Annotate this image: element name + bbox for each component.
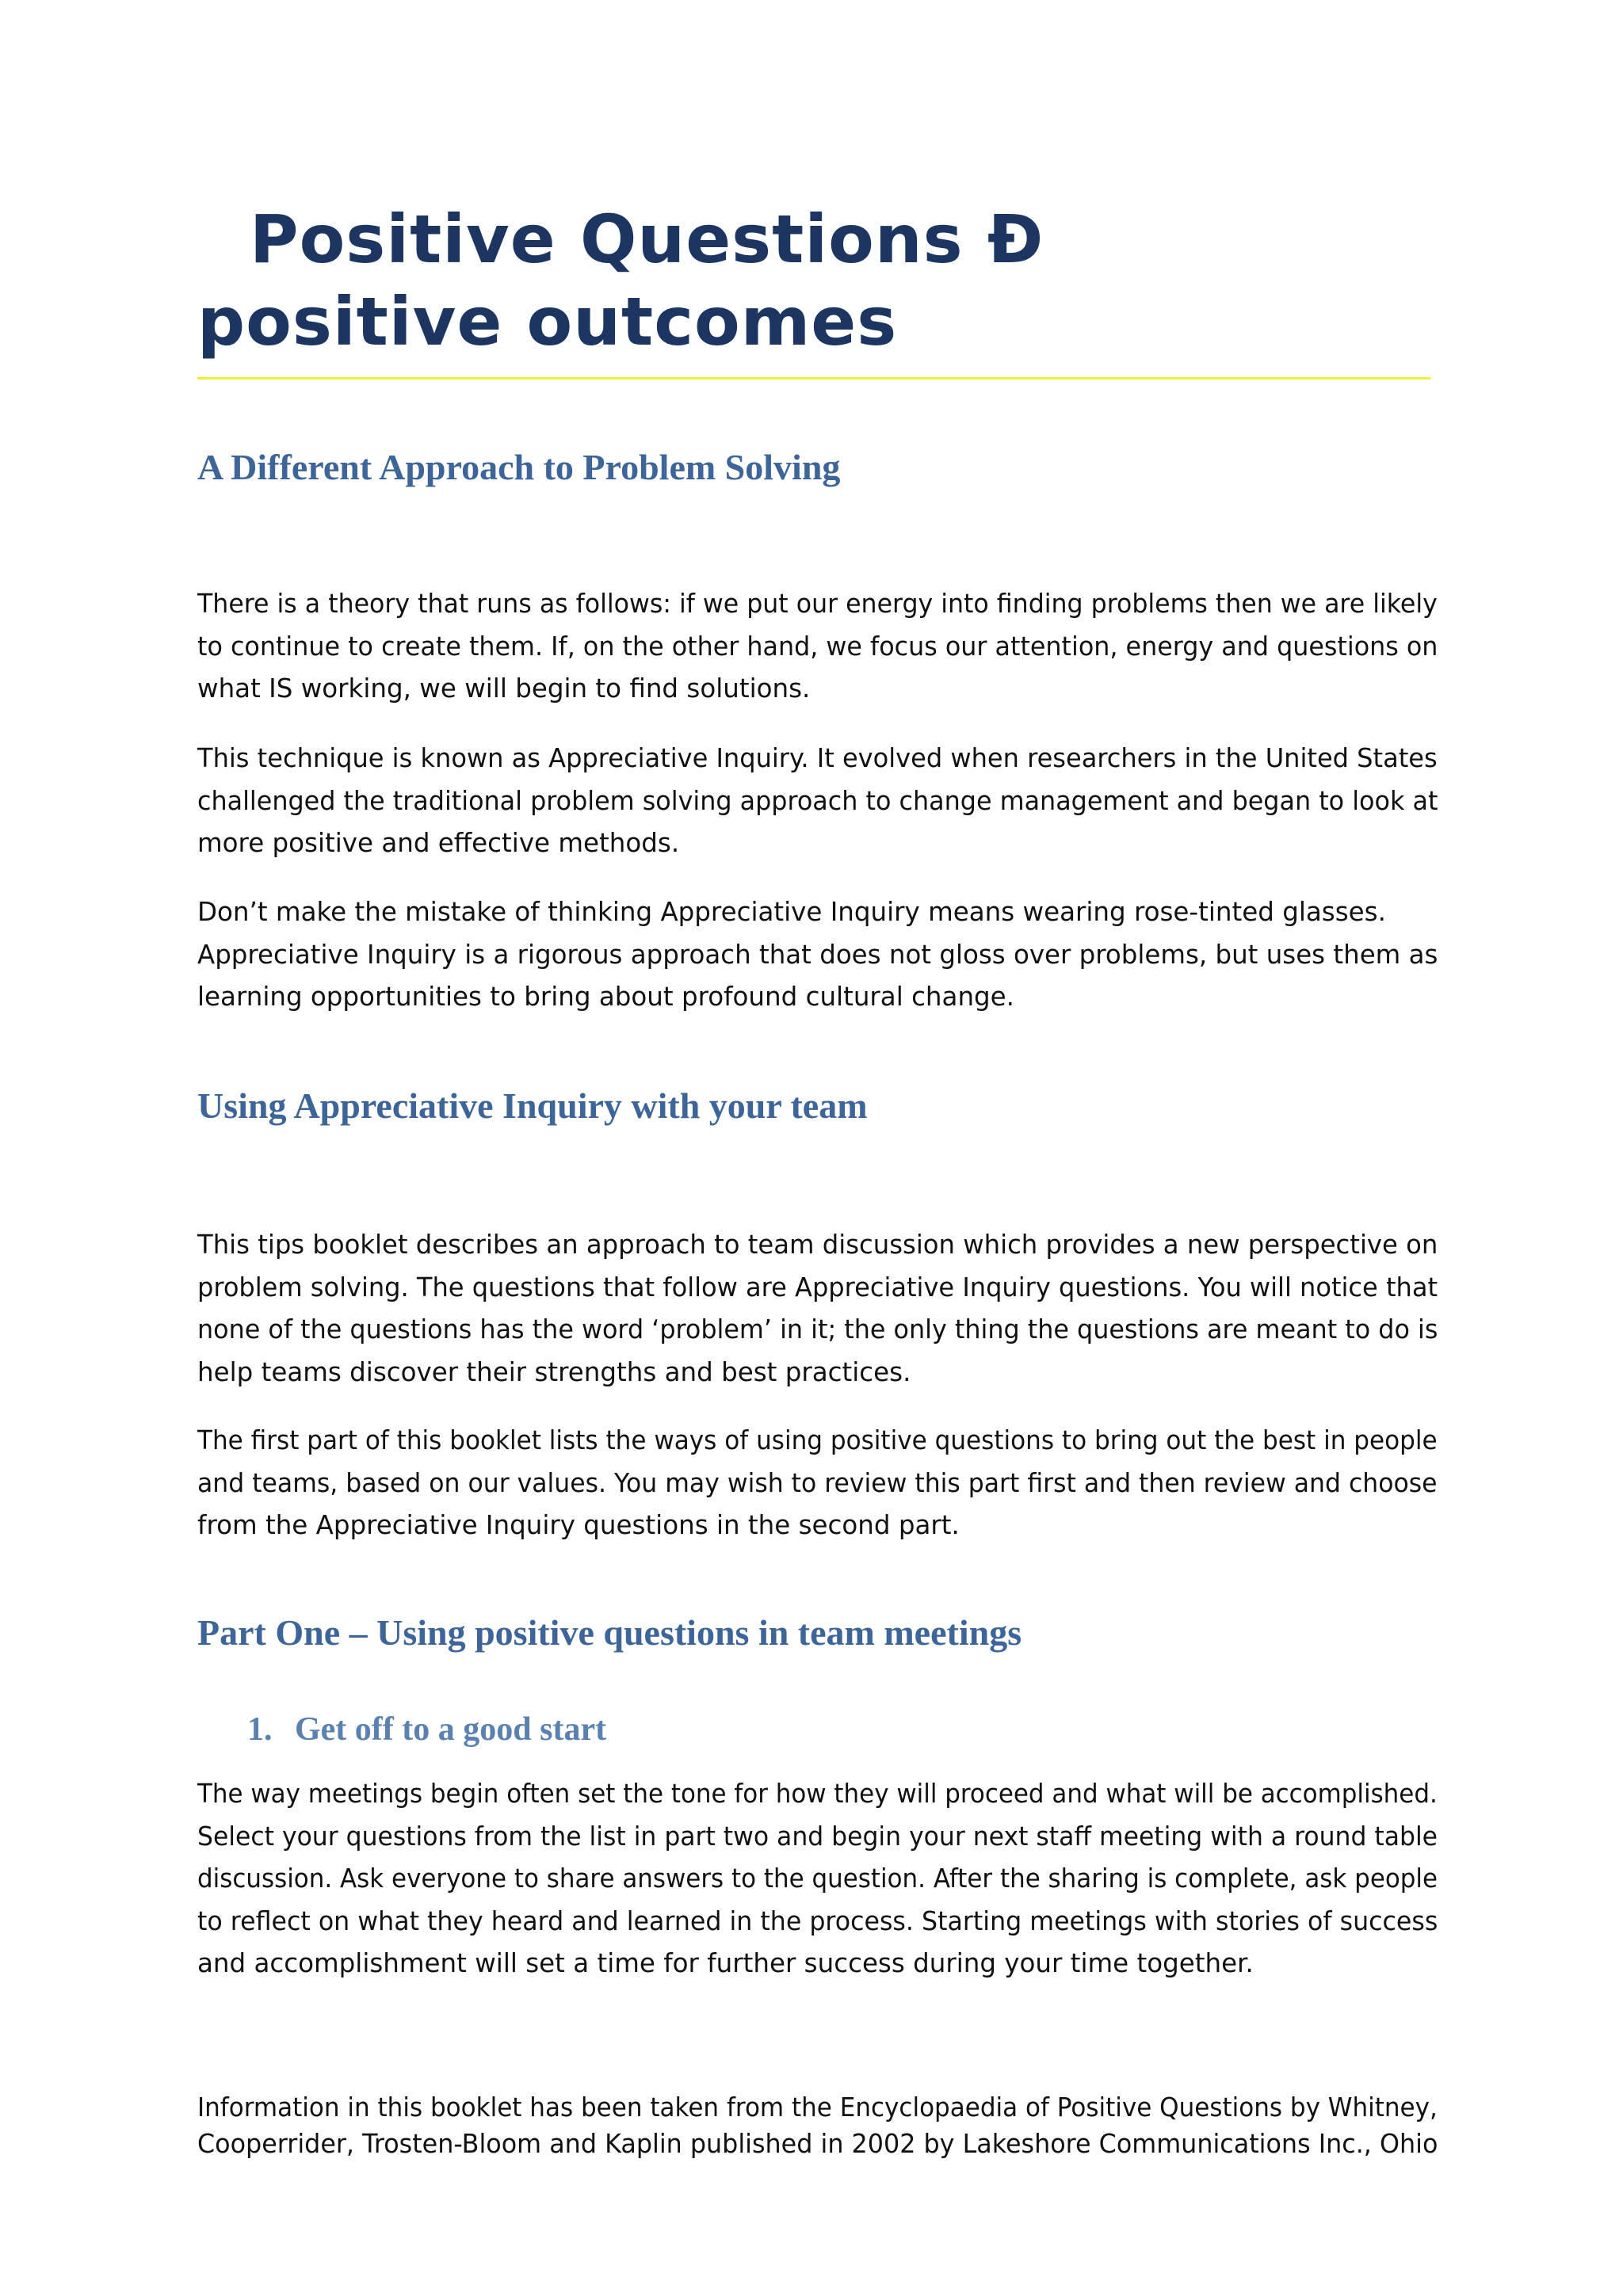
text-line: from the Appreciative Inquiry questions in the second part. xyxy=(197,1510,960,1540)
text-line: discussion. Ask everyone to share answers to the question. After the sharing is complete, ask people xyxy=(197,1863,1438,1894)
text-line: Information in this booklet has been taken from the Encyclopaedia of Positive Questions by Whitney, xyxy=(197,2092,1438,2122)
subsection-heading-good-start xyxy=(247,1709,606,1750)
text-line: more positive and effective methods. xyxy=(197,828,680,858)
text-line: Appreciative Inquiry is a rigorous approach that does not gloss over problems, but uses them as xyxy=(197,939,1438,970)
text-line: There is a theory that runs as follows: if we put our energy into finding problems then we are likely xyxy=(197,589,1438,619)
paragraph-technique xyxy=(197,738,1438,865)
text-line: what IS working, we will begin to find solutions. xyxy=(197,673,811,704)
text-line: help teams discover their strengths and best practices. xyxy=(197,1356,911,1387)
text-line: to reflect on what they heard and learned in the process. Starting meetings with stories of success xyxy=(197,1905,1438,1936)
text-line: challenged the traditional problem solving approach to change management and began to look at xyxy=(197,785,1438,816)
text-line: problem solving. The questions that follow are Appreciative Inquiry questions. You will notice that xyxy=(197,1272,1438,1302)
text-line: and teams, based on our values. You may wish to review this part first and then review and choose xyxy=(197,1467,1438,1498)
text-line: Select your questions from the list in part two and begin your next staff meeting with a round table xyxy=(197,1821,1438,1852)
source-footnote xyxy=(197,2089,1438,2162)
text-line: This tips booklet describes an approach to team discussion which provides a new perspective on xyxy=(197,1230,1438,1260)
text-line: The way meetings begin often set the tone for how they will proceed and what will be accomplished. xyxy=(197,1779,1438,1809)
text-line: none of the questions has the word ‘problem’ in it; the only thing the questions are meant to do is xyxy=(197,1314,1438,1344)
section-heading-part-one: Part One – Using positive questions in team meetings xyxy=(197,1612,1022,1653)
text-line: Don’t make the mistake of thinking Appreciative Inquiry means wearing rose-tinted glasses. xyxy=(197,897,1386,927)
list-number: 1. xyxy=(247,1711,273,1748)
text-line: to continue to create them. If, on the other hand, we focus our attention, energy and questions on xyxy=(197,631,1438,662)
text-line: The first part of this booklet lists the ways of using positive questions to bring out the best in people xyxy=(197,1425,1438,1455)
paragraph-first-part xyxy=(197,1420,1438,1547)
text-line: This technique is known as Appreciative Inquiry. It evolved when researchers in the United States xyxy=(197,743,1438,773)
paragraph-mistake xyxy=(197,891,1438,1019)
text-line: learning opportunities to bring about profound cultural change. xyxy=(197,982,1015,1012)
section-heading-different-approach: A Different Approach to Problem Solving xyxy=(197,447,841,487)
paragraph-theory xyxy=(197,583,1438,711)
title-underline-rule xyxy=(197,377,1430,379)
paragraph-meetings-begin xyxy=(197,1773,1438,1985)
section-heading-using-appreciative-inquiry: Using Appreciative Inquiry with your team xyxy=(197,1085,868,1126)
page-title-line-2: positive outcomes xyxy=(197,283,898,360)
page-title-line-1: Positive Questions Ð xyxy=(250,200,1044,278)
text-line: and accomplishment will set a time for further success during your time together. xyxy=(197,1948,1254,1978)
text-line: Cooperrider, Trosten-Bloom and Kaplin published in 2002 by Lakeshore Communications Inc., Ohio xyxy=(197,2129,1438,2159)
subsection-title: Get off to a good start xyxy=(295,1711,607,1748)
paragraph-tips-booklet xyxy=(197,1224,1438,1394)
